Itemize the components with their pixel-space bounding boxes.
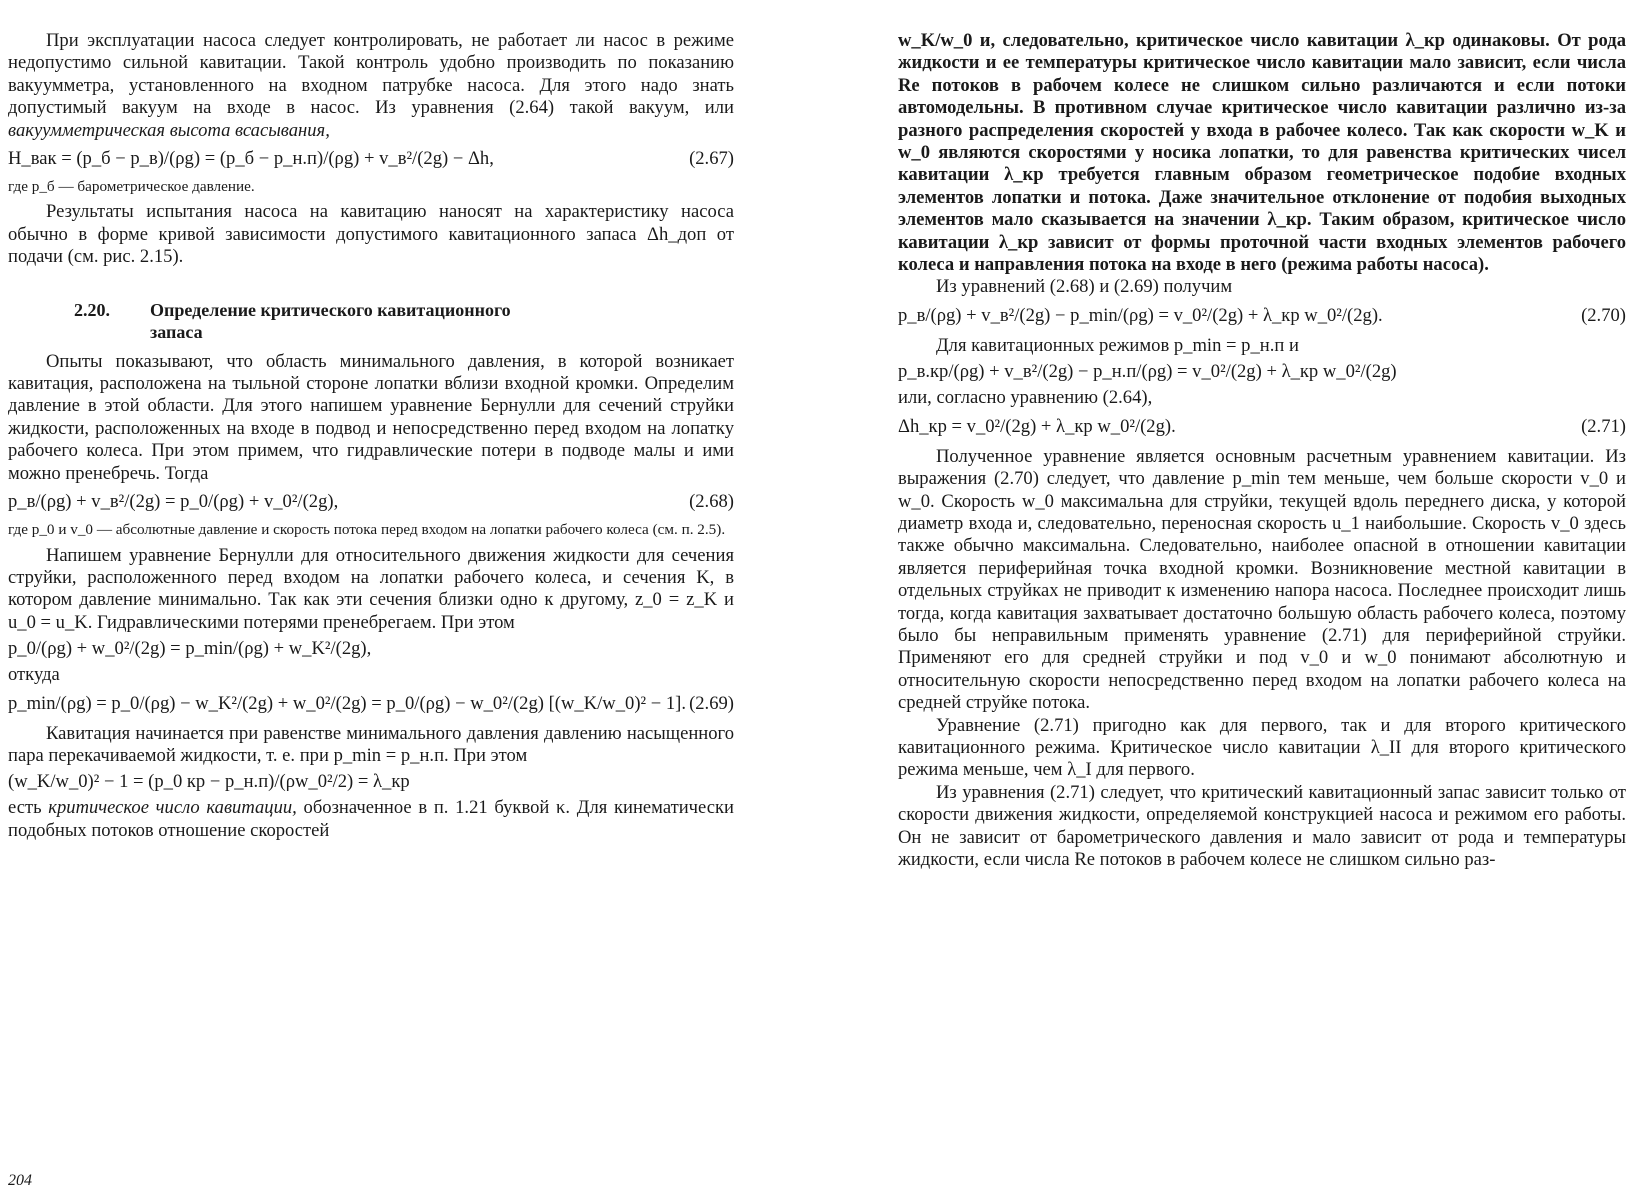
page-number: 204: [8, 1172, 32, 1189]
section-title-line-1: Определение критического кавитационного: [150, 299, 511, 320]
equation-text: Δh_кр = v_0²/(2g) + λ_кр w_0²/(2g).: [898, 415, 1176, 437]
paragraph: Для кавитационных режимов p_min = p_н.п и: [936, 334, 1299, 356]
equation-number: (2.71): [1581, 415, 1626, 437]
paragraph: Из уравнений (2.68) и (2.69) получим: [936, 276, 1233, 298]
paragraph: Опыты показывают, что область минимального давления, в которой возникает кавитация, расположена на тыльной стороне лопатки вблизи входной кромки. Определим давление в этой области. Для этого напишем уравнение Бернулли для сечений струйки жидкости, расположенных на входе в подвод и непосредственно перед входом на лопатку рабочего колеса. При этом примем, что гидравлические потери в подводе малы и ими можно пренебречь. Тогда: [8, 350, 734, 484]
equation-bernoulli-relative: [8, 638, 734, 660]
paragraph: Результаты испытания насоса на кавитацию наносят на характеристику насоса обычно в форме кривой зависимости допустимого кавитационного запаса Δh_доп от подачи (см. рис. 2.15).: [8, 201, 734, 268]
paragraph: или, согласно уравнению (2.64),: [898, 387, 1153, 409]
right-page-column: [898, 30, 1626, 871]
paragraph-text: При эксплуатации насоса следует контролировать, не работает ли насос в режиме недопустимо сильной кавитации. Такой контроль удобно производить по показанию вакуумметра, установленного на входном патрубке насоса. Для этого надо знать допустимый вакуум на входе в насос. Из уравнения (2.64) такой вакуум, или: [8, 30, 734, 119]
section-number: 2.20.: [74, 299, 110, 320]
paragraph: откуда: [8, 664, 60, 686]
equation-text: p_0/(ρg) + w_0²/(2g) = p_min/(ρg) + w_K²/(2g),: [8, 638, 372, 660]
equation-cavitation-regime: [898, 361, 1626, 383]
paragraph: [8, 30, 734, 142]
equation-text: H_вак = (p_б − p_в)/(ρg) = (p_б − p_н.п)/(ρg) + v_в²/(2g) − Δh,: [8, 148, 494, 170]
italic-term: вакуумметрическая высота всасывания,: [8, 119, 330, 141]
paragraph: Кавитация начинается при равенстве минимального давления давлению насыщенного пара перекачиваемой жидкости, т. е. при p_min = p_н.п. При этом: [8, 722, 734, 766]
equation-text: (w_K/w_0)² − 1 = (p_0 кр − p_н.п)/(ρw_0²/2) = λ_кр: [8, 771, 410, 793]
equation-2-68: [8, 491, 734, 513]
equation-number: (2.67): [689, 148, 734, 170]
equation-critical-number: [8, 771, 734, 793]
section-title-line-2: запаса: [150, 321, 203, 342]
equation-number: (2.68): [689, 491, 734, 513]
equation-text: p_в/(ρg) + v_в²/(2g) = p_0/(ρg) + v_0²/(2g),: [8, 491, 339, 513]
paragraph: Напишем уравнение Бернулли для относительного движения жидкости для сечения струйки, расположенного перед входом на лопатки рабочего колеса, и сечения K, в котором давление минимально. Так как эти сечения близки одно к другому, z_0 = z_K и u_0 = u_K. Гидравлическими потерями пренебрегаем. При этом: [8, 544, 734, 633]
equation-note: где p_0 и v_0 — абсолютные давление и скорость потока перед входом на лопатки рабочего колеса (см. п. 2.5).: [8, 521, 726, 539]
equation-number: (2.69): [689, 692, 734, 714]
paragraph: [8, 797, 734, 842]
equation-text: p_в.кр/(ρg) + v_в²/(2g) − p_н.п/(ρg) = v_0²/(2g) + λ_кр w_0²/(2g): [898, 361, 1397, 383]
paragraph: Полученное уравнение является основным расчетным уравнением кавитации. Из выражения (2.70) следует, что давление p_min тем меньше, чем больше скорости v_0 и w_0. Скорость w_0 максимальна для струйки, текущей вдоль переднего диска, у которой диаметр входа и, следовательно, переносная скорость u_1 наибольшие. Скорость v_0 здесь также обычно максимальна. Следовательно, наиболее опасной в отношении кавитации является периферийная точка входной кромки. Возникновение местной кавитации в отдельных струйках не приводит к изменению напора насоса. Последнее происходит лишь тогда, когда кавитация захватывает достаточно большую область рабочего колеса, поэтому было бы неправильным применять уравнение (2.71) для периферийной струйки. Применяют его для средней струйки и под v_0 и w_0 понимают абсолютную и относительную скорости непосредственно перед входом на лопатки рабочего колеса на средней струйке потока.: [898, 445, 1626, 714]
paragraph: Уравнение (2.71) пригодно как для первого, так и для второго критического кавитационного режима. Критическое число кавитации λ_II для второго критического режима меньше, чем λ_I для первого.: [898, 714, 1626, 781]
equation-note: где p_б — барометрическое давление.: [8, 178, 255, 196]
paragraph: w_K/w_0 и, следовательно, критическое число кавитации λ_кр одинаковы. От рода жидкости и ее температуры критическое число кавитации мало зависит, если числа Re потоков в рабочем колесе не слишком сильно различаются и если потоки автомодельны. В противном случае критическое число кавитации различно из-за разного распределения скоростей у входа в рабочее колесо. Так как скорости w_K и w_0 являются скоростями у носика лопатки, то для равенства критических чисел кавитации λ_кр требуется главным образом геометрическое подобие входных элементов лопатки и потока. Даже значительное отклонение от подобия выходных элементов мало сказывается на значении λ_кр. Таким образом, критическое число кавитации λ_кр зависит от формы проточной части входных элементов рабочего колеса и направления потока на входе в него (режима работы насоса).: [898, 30, 1626, 276]
paragraph-text: есть: [8, 797, 42, 819]
paragraph: Из уравнения (2.71) следует, что критический кавитационный запас зависит только от скорости движения жидкости, определяемой конструкцией насоса и режимом его работы. Он не зависит от барометрического давления и мало зависит от рода и температуры жидкости, если числа Re потоков в рабочем колесе не слишком сильно раз-: [898, 781, 1626, 870]
equation-2-71: [898, 416, 1626, 438]
italic-term: критическое число кавитации,: [48, 797, 297, 819]
equation-2-67: [8, 148, 734, 170]
equation-2-70: [898, 305, 1626, 327]
equation-text: p_min/(ρg) = p_0/(ρg) − w_K²/(2g) + w_0²/(2g) = p_0/(ρg) − w_0²/(2g) [(w_K/w_0)² − 1].: [8, 692, 687, 714]
equation-number: (2.70): [1581, 304, 1626, 326]
equation-text: p_в/(ρg) + v_в²/(2g) − p_min/(ρg) = v_0²/(2g) + λ_кр w_0²/(2g).: [898, 304, 1383, 326]
section-heading: [74, 299, 734, 343]
left-page-column: [8, 30, 734, 842]
equation-2-69: [8, 693, 734, 715]
paragraph-text: обозначенное в п. 1.21 буквой κ. Для кинематически подобных потоков отношение скоростей: [8, 797, 734, 841]
